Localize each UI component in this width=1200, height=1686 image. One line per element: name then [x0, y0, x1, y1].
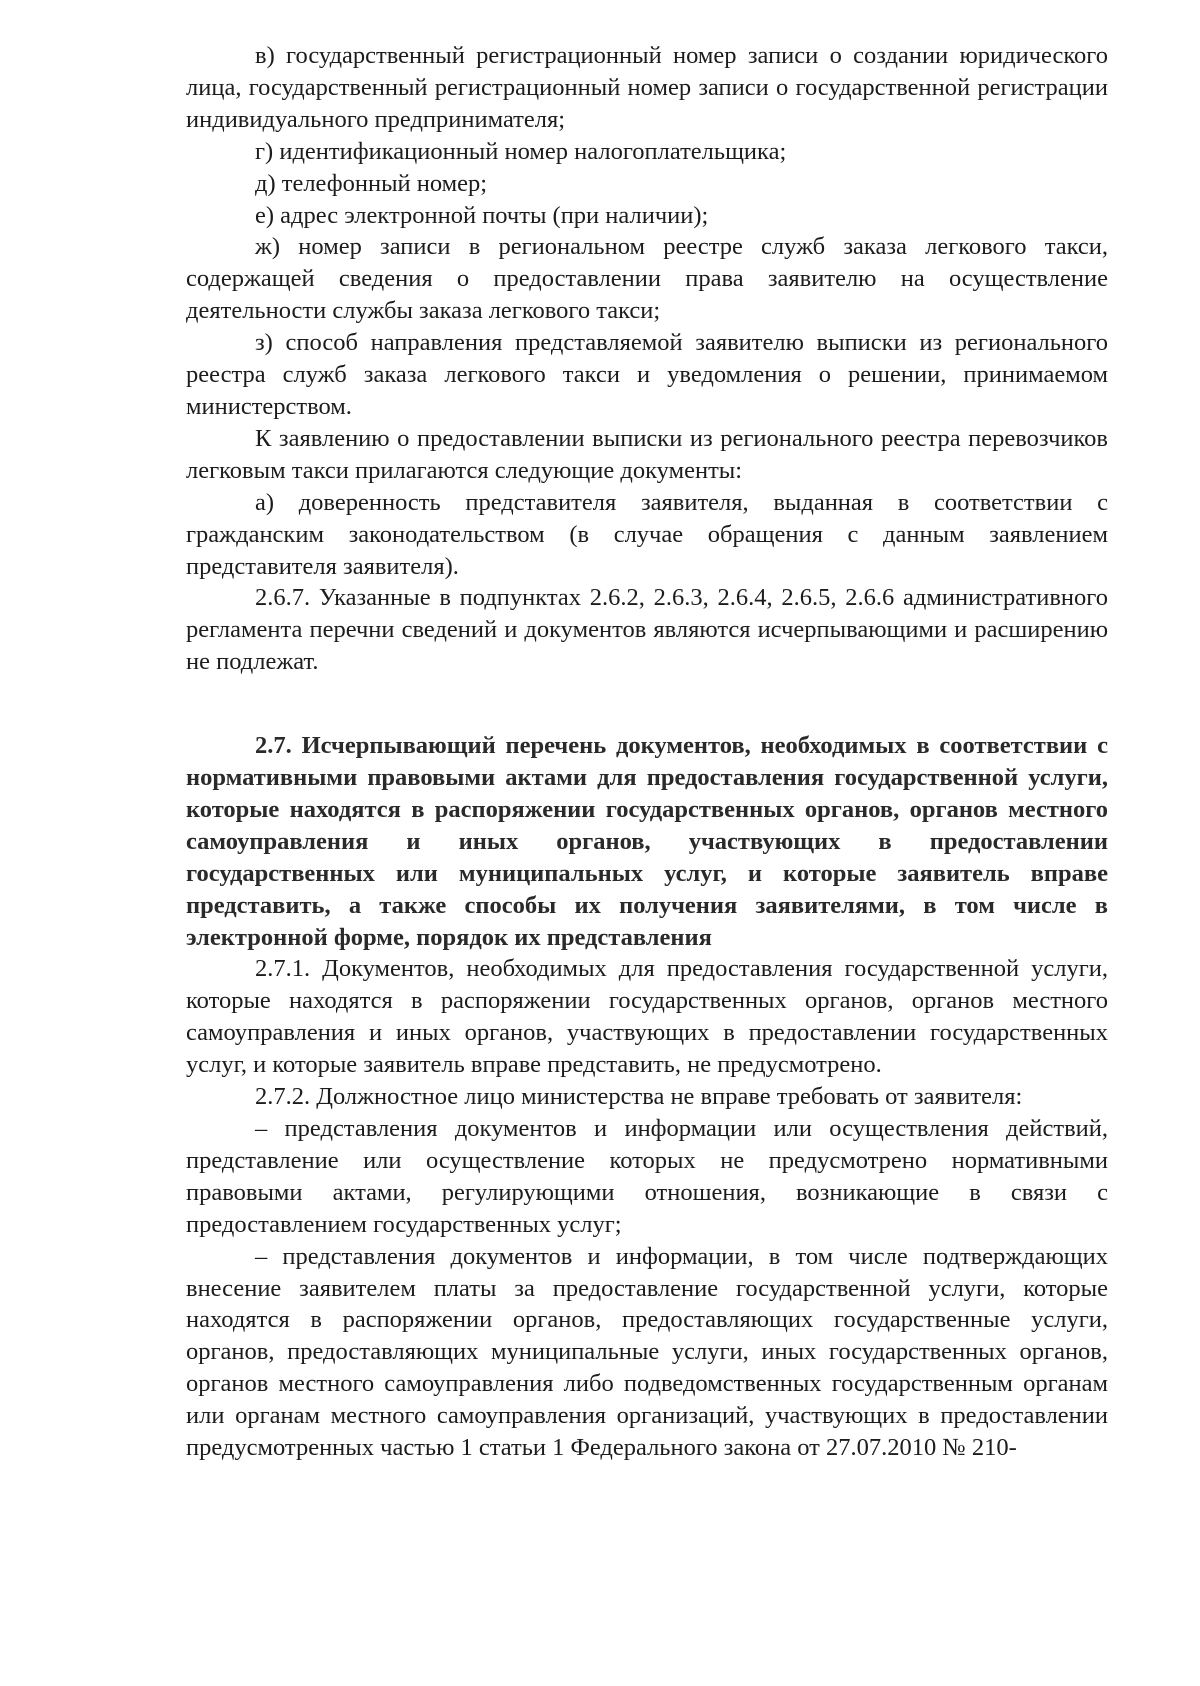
paragraph-2-6-7: 2.6.7. Указанные в подпунктах 2.6.2, 2.6.3, 2.6.4, 2.6.5, 2.6.6 административного регламента перечни сведений и документов являются исчерпывающими и расширению не подлежат. [186, 584, 1108, 676]
paragraph-z-delivery-method: з) способ направления представляемой заявителю выписки из регионального реестра служб заказа легкового такси и уведомления о решении, принимаемом министерством. [186, 329, 1108, 420]
paragraph-dash-2: – представления документов и информации, в том числе подтверждающих внесение заявителем платы за предоставление государственной услуги, которые находятся в распоряжении органов, предоставляющих государственные услуги, органов, предоставляющих муниципальные услуги, иных государственных органов, органов местного самоуправления либо подведомственных государственным органам или органам местного самоуправления организаций, участвующих в предоставлении предусмотренных частью 1 статьи 1 Федерального закона от 27.07.2010 № 210- [186, 1242, 1108, 1462]
paragraph-g-inn: г) идентификационный номер налогоплательщика; [255, 137, 787, 165]
paragraph-dash-1: – представления документов и информации или осуществления действий, представление или осуществление которых не предусмотрено нормативными правовыми актами, регулирующими отношения, возникающие в связи с предоставлением государственных услуг; [186, 1115, 1108, 1238]
paragraph-v-ogrn: в) государственный регистрационный номер записи о создании юридического лица, государственный регистрационный номер записи о государственной регистрации индивидуального предпринимателя; [186, 42, 1108, 133]
paragraph-zh-registry-number: ж) номер записи в региональном реестре служб заказа легкового такси, содержащей сведения о предоставлении права заявителю на осуществление деятельности службы заказа легкового такси; [186, 233, 1108, 325]
paragraph-d-phone: д) телефонный номер; [255, 169, 488, 197]
paragraph-2-7-1: 2.7.1. Документов, необходимых для предоставления государственной услуги, которые находятся в распоряжении государственных органов, органов местного самоуправления и иных органов, участвующих в предоставлении государственных услуг, и которые заявитель вправе представить, не предусмотрено. [186, 955, 1108, 1079]
section-heading-2-7: 2.7. Исчерпывающий перечень документов, необходимых в соответствии с нормативными правовыми актами для предоставления государственной услуги, которые находятся в распоряжении государственных органов, органов местного самоуправления и иных органов, участвующих в предоставлении государственных или муниципальных услуг, и которые заявитель вправе представить, а также способы их получения заявителями, в том числе в электронной форме, порядок их представления [186, 732, 1108, 951]
paragraph-attachments-intro: К заявлению о предоставлении выписки из регионального реестра перевозчиков легковым такси прилагаются следующие документы: [186, 424, 1108, 484]
paragraph-a-power-of-attorney: а) доверенность представителя заявителя, выданная в соответствии с гражданским законодательством (в случае обращения с данным заявлением представителя заявителя). [186, 488, 1108, 580]
paragraph-2-7-2: 2.7.2. Должностное лицо министерства не вправе требовать от заявителя: [255, 1083, 1023, 1111]
document-body [186, 40, 1108, 1464]
paragraph-e-email: е) адрес электронной почты (при наличии); [255, 201, 709, 229]
